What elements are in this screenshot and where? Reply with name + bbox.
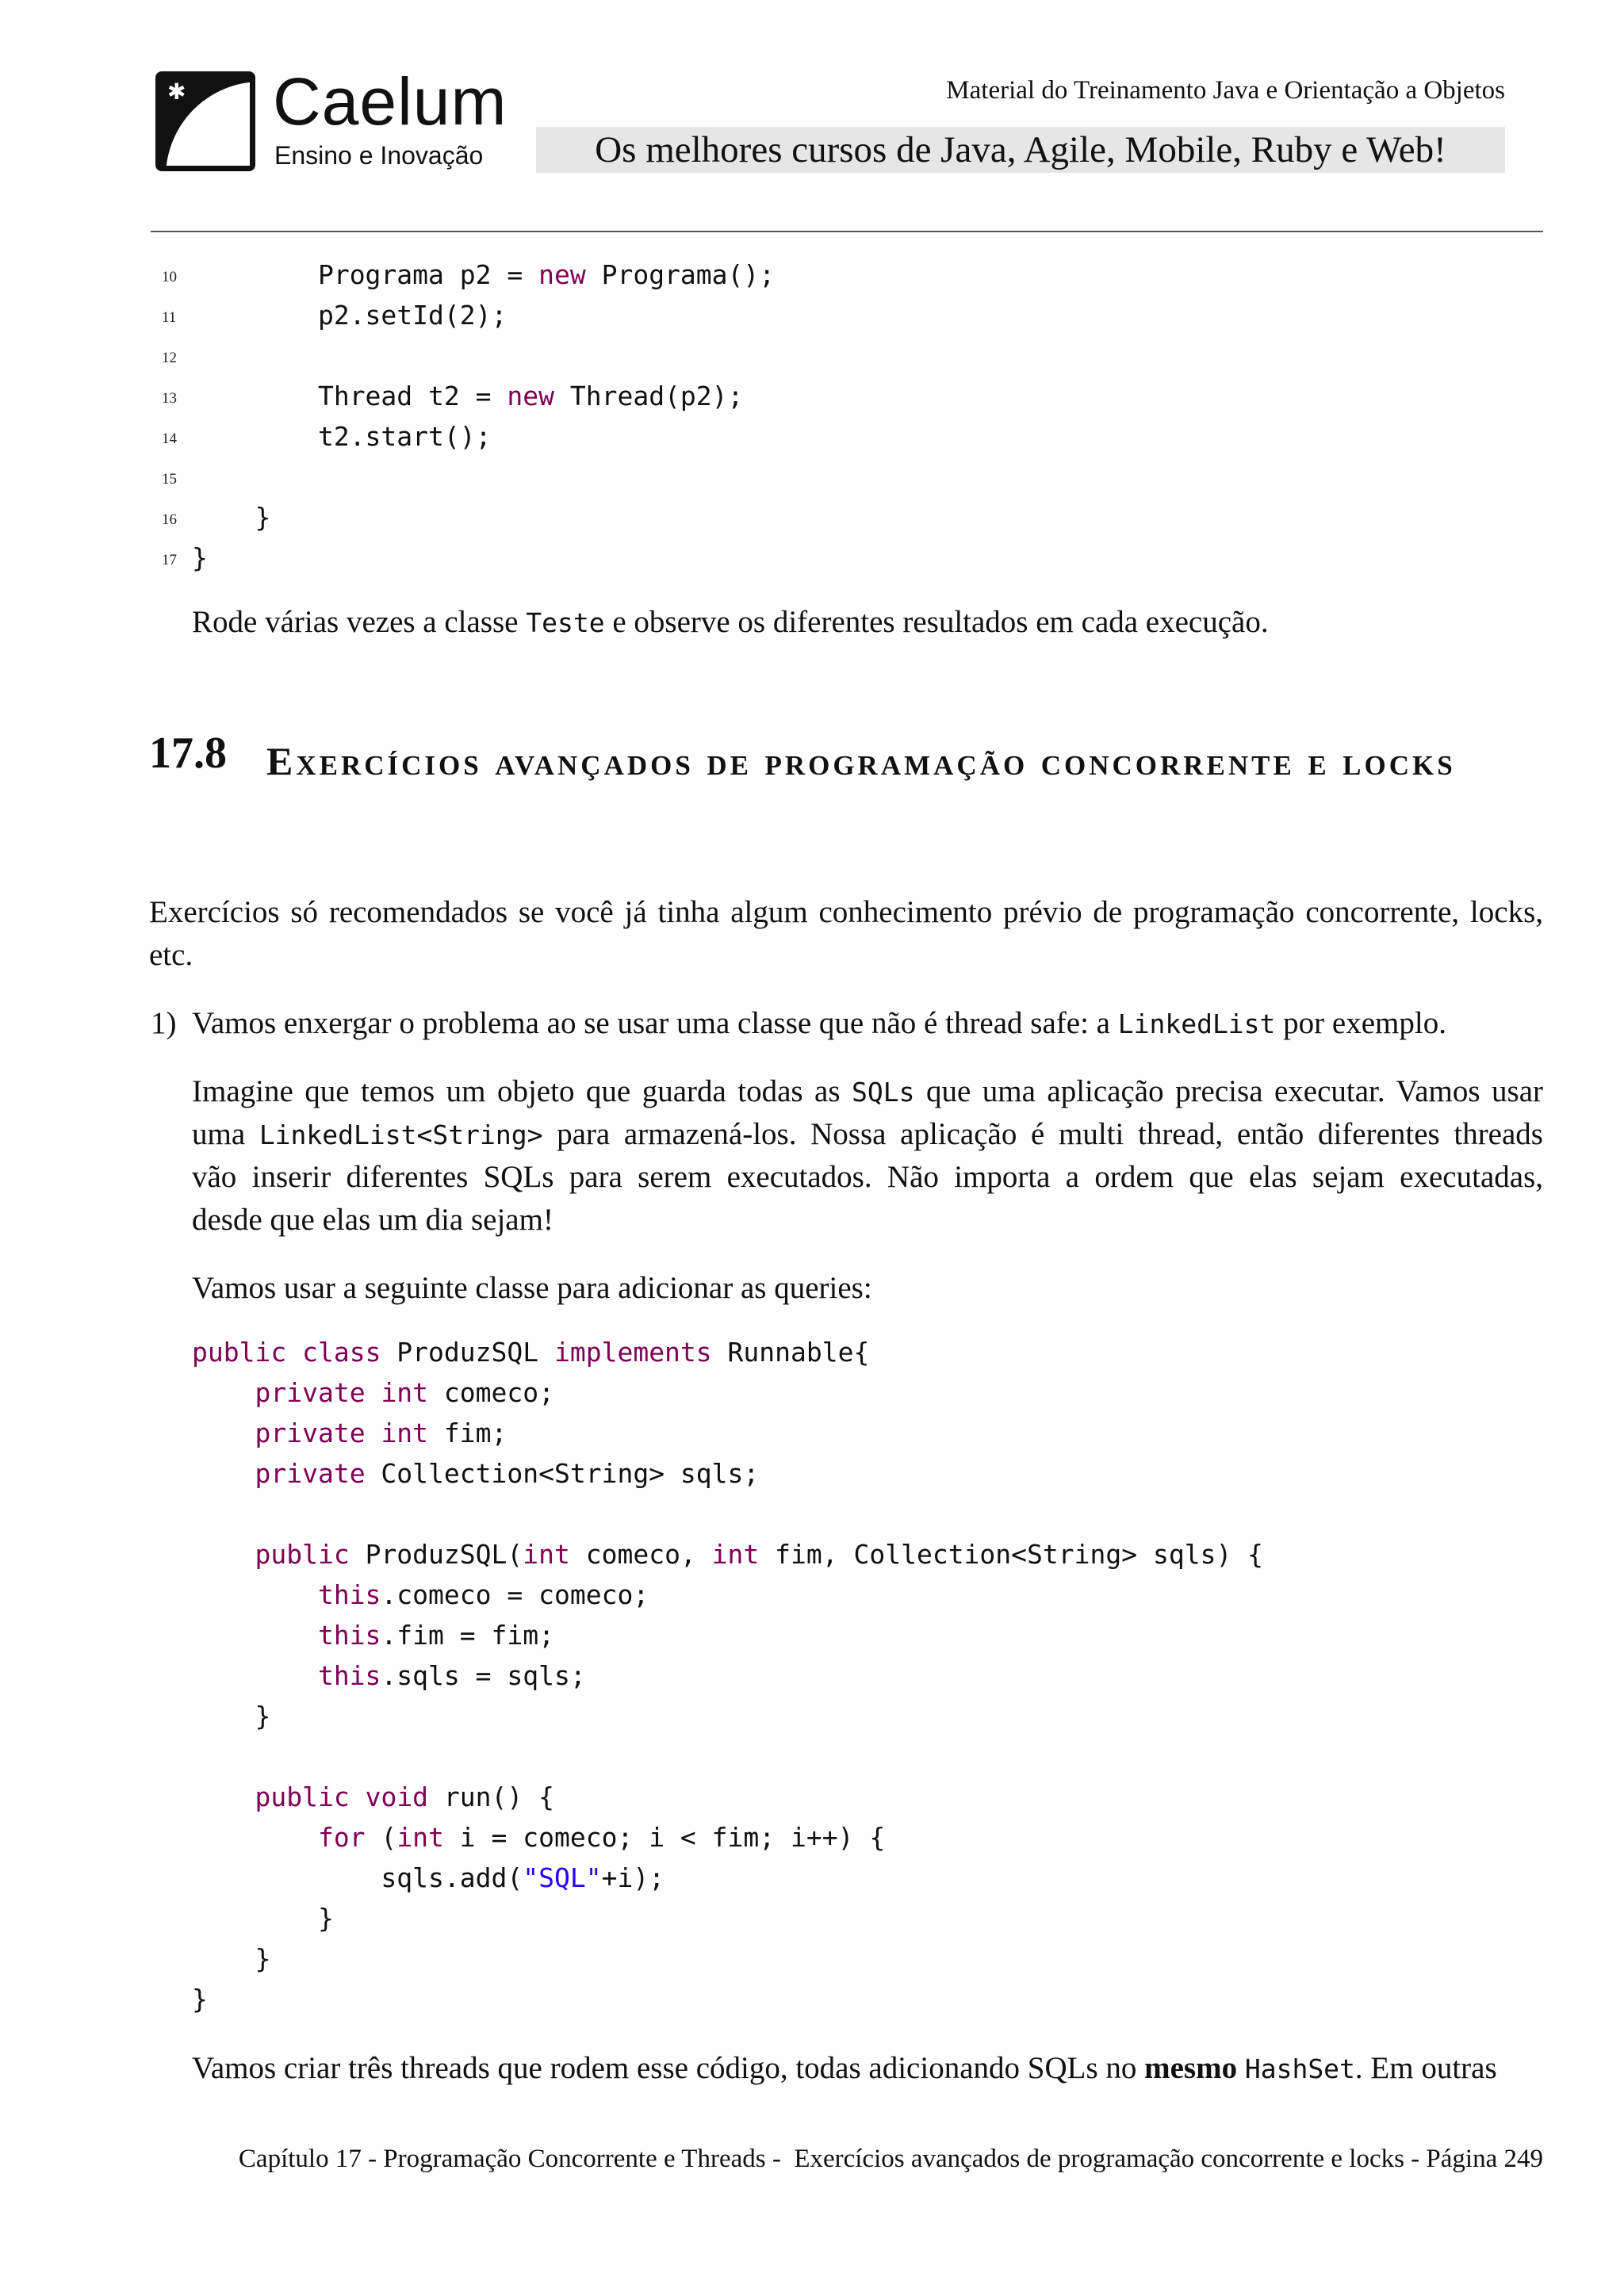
- line-number: 16: [162, 511, 177, 528]
- line-number: 13: [162, 390, 177, 407]
- code-line: public void run() {: [255, 1781, 555, 1812]
- code-line: }: [317, 1903, 334, 1934]
- section-number: 17.8: [149, 729, 227, 778]
- code-line: }: [255, 1943, 271, 1974]
- paragraph-line: Imagine que temos um objeto que guarda todas as SQLs que uma aplicação precisa executar. Vamos usar: [192, 1074, 1544, 1108]
- line-number: 14: [162, 430, 177, 447]
- code-line: sqls.add("SQL"+i);: [381, 1862, 665, 1893]
- section-title: Exercícios avançados de programação concorrente e locks: [266, 739, 1456, 783]
- inline-code: HashSet: [1244, 2053, 1355, 2084]
- paragraph: Vamos usar a seguinte classe para adicionar as queries:: [192, 1271, 872, 1305]
- code-line: }: [192, 542, 208, 573]
- paragraph-line: desde que elas um dia sejam!: [192, 1203, 553, 1237]
- header-material-title: Material do Treinamento Java e Orientação a Objetos: [946, 76, 1505, 105]
- logo-brand: Caelum: [273, 64, 508, 139]
- code-line: }: [255, 1701, 271, 1732]
- logo-mark-icon: ✱: [155, 71, 255, 171]
- code-line: private Collection<String> sqls;: [255, 1458, 760, 1489]
- code-line: this.sqls = sqls;: [317, 1660, 586, 1691]
- paragraph-line: uma LinkedList<String> para armazená-los. Nossa aplicação é multi thread, então diferentes threads: [192, 1117, 1543, 1151]
- code-line: public ProduzSQL(int comeco, int fim, Collection<String> sqls) {: [255, 1539, 1264, 1570]
- paragraph-last: Vamos criar três threads que rodem esse código, todas adicionando SQLs no mesmo HashSet. Em outras: [192, 2051, 1497, 2085]
- code-line: public class ProduzSQL implements Runnable{: [192, 1337, 870, 1368]
- line-number: 11: [162, 309, 177, 326]
- inline-code: Teste: [526, 607, 605, 638]
- inline-code: LinkedList: [1117, 1008, 1276, 1039]
- paragraph-line: vão inserir diferentes SQLs para serem executados. Não importa a ordem que elas sejam executadas,: [192, 1160, 1543, 1194]
- code-line: p2.setId(2);: [317, 300, 508, 331]
- header-slogan: Os melhores cursos de Java, Agile, Mobile, Ruby e Web!: [595, 129, 1446, 170]
- run-note: Rode várias vezes a classe Teste e observe os diferentes resultados em cada execução.: [192, 605, 1269, 639]
- code-line: }: [192, 1984, 208, 2015]
- code-line: t2.start();: [317, 421, 492, 452]
- page-footer: Capítulo 17 - Programação Concorrente e Threads - Exercícios avançados de programação concorrente e locks - Página 249: [238, 2145, 1543, 2173]
- inline-code: SQLs: [852, 1077, 915, 1108]
- code-line: this.comeco = comeco;: [317, 1579, 649, 1610]
- item-marker: 1): [151, 1006, 177, 1040]
- header-divider: [151, 231, 1543, 232]
- code-line: for (int i = comeco; i < fim; i++) {: [317, 1822, 886, 1853]
- line-number: 10: [162, 269, 177, 285]
- code-line: Thread t2 = new Thread(p2);: [317, 381, 744, 411]
- code-line: private int comeco;: [255, 1377, 554, 1408]
- code-line: this.fim = fim;: [317, 1620, 554, 1651]
- line-number: 12: [162, 350, 177, 366]
- line-number: 17: [162, 552, 177, 568]
- item1-text: Vamos enxergar o problema ao se usar uma classe que não é thread safe: a LinkedList por exemplo.: [192, 1006, 1446, 1040]
- code-line: private int fim;: [255, 1418, 508, 1448]
- code-line: Programa p2 = new Programa();: [317, 259, 776, 290]
- code-line: }: [255, 502, 271, 533]
- caelum-logo: [155, 64, 508, 176]
- logo-tagline: Ensino e Inovação: [274, 141, 484, 170]
- intro-paragraph: Exercícios só recomendados se você já tinha algum conhecimento prévio de programação concorrente, locks, etc.: [149, 895, 1543, 972]
- line-number: 15: [162, 471, 177, 488]
- inline-code: LinkedList<String>: [259, 1119, 543, 1150]
